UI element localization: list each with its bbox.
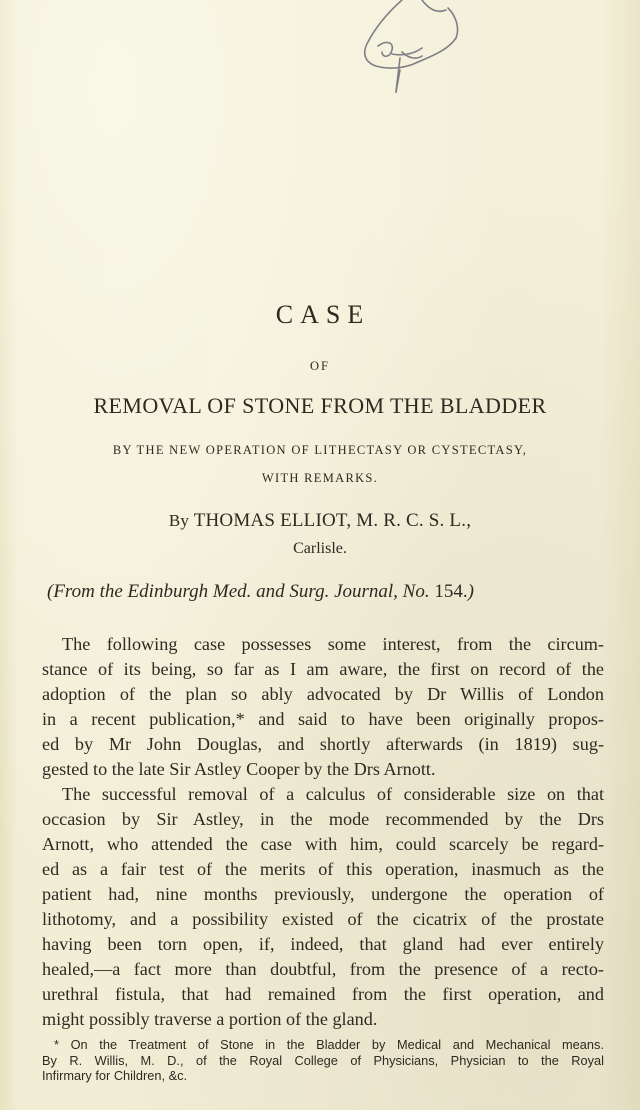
of-connector: OF — [310, 359, 330, 373]
body-line: gested to the late Sir Astley Cooper by the Drs Arnott. — [42, 759, 436, 779]
body-line: The successful removal of a calculus of considerable size on that — [62, 784, 604, 804]
body-line: in a recent publication,* and said to have been originally propos- — [42, 709, 604, 729]
case-heading: CASE — [275, 300, 371, 329]
author-name: THOMAS ELLIOT, M. R. C. S. L., — [193, 510, 472, 531]
source-journal: From the Edinburgh Med. and Surg. Journal, No. — [53, 581, 430, 602]
body-line: The following case possesses some interest, from the circum- — [62, 634, 604, 654]
body-line: adoption of the plan so ably advocated by Dr Willis of London — [42, 684, 604, 704]
body-line: ed as a fair test of the merits of this operation, inasmuch as the — [42, 859, 604, 879]
author-by: By — [168, 511, 190, 530]
body-line: ed by Mr John Douglas, and shortly afterwards (in 1819) sug- — [42, 734, 604, 754]
source-open-paren: ( — [47, 581, 54, 602]
source-citation — [47, 581, 474, 603]
source-number: 154. — [434, 581, 468, 602]
body-line: having been torn open, if, indeed, that gland had ever entirely — [42, 934, 604, 954]
source-close-paren: ) — [467, 581, 474, 602]
body-line: occasion by Sir Astley, in the mode recommended by the Drs — [42, 809, 604, 829]
footnote-line: * On the Treatment of Stone in the Bladder by Medical and Mechanical means. — [54, 1037, 604, 1052]
author-place: Carlisle. — [293, 540, 347, 557]
body-line: urethral fistula, that had remained from the first operation, and — [42, 984, 604, 1004]
body-line: lithotomy, and a possibility existed of the cicatrix of the prostate — [42, 909, 604, 929]
body-paragraphs — [42, 632, 604, 1032]
author-line — [0, 510, 640, 532]
footnote-line: Infirmary for Children, &c. — [42, 1068, 188, 1083]
footnote-line: By R. Willis, M. D., of the Royal College of Physicians, Physician to the Royal — [42, 1052, 604, 1068]
body-line: Arnott, who attended the case with him, could scarcely be regard- — [42, 834, 604, 854]
subtitle-line-2: WITH REMARKS. — [261, 471, 379, 485]
footnote — [42, 1037, 604, 1084]
body-line: healed,—a fact more than doubtful, from the presence of a recto- — [42, 959, 604, 979]
body-line: might possibly traverse a portion of the gland. — [42, 1009, 378, 1029]
subtitle-line-1: BY THE NEW OPERATION OF LITHECTASY OR CYSTECTASY, — [112, 443, 528, 457]
main-title: REMOVAL OF STONE FROM THE BLADDER — [93, 393, 547, 418]
body-line: patient had, nine months previously, undergone the operation of — [42, 884, 604, 904]
body-line: stance of its being, so far as I am aware, the first on record of the — [42, 659, 604, 679]
library-stamp-icon — [356, 0, 466, 95]
